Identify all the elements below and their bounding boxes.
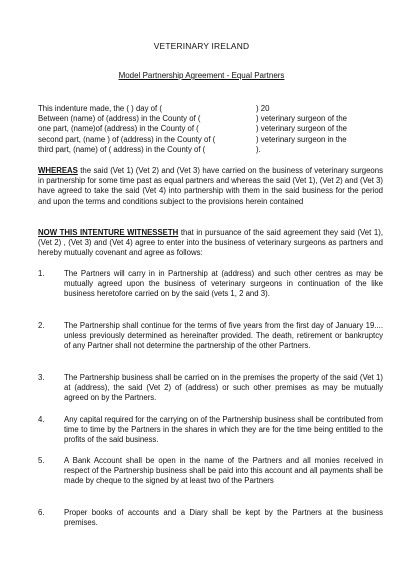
whereas-keyword: WHEREAS — [38, 166, 78, 175]
document-subtitle — [0, 71, 403, 80]
clause-text: Any capital required for the carrying on of the Partnership business shall be contributed from time to time by the Partners in the shares in which they are for the time being entitled to the profits of the said business. — [64, 415, 383, 445]
indenture-line — [38, 104, 390, 114]
indenture-line — [38, 124, 390, 134]
clause-number: 6. — [38, 508, 45, 517]
indenture-line-right: ) veterinary surgeon of the — [256, 114, 348, 124]
witnesseth-text: that in pursuance of the said agreement they said (Vet 1), (Vet 2) , (Vet 3) and (Vet 4) agree to enter into the business of veterinary surgeons as partners and hereby mutually covenant and agree as follows: — [38, 228, 383, 258]
indenture-line — [38, 114, 390, 124]
witnesseth-paragraph — [38, 228, 383, 259]
clause-text: The Partners will carry in in Partnership at (address) and such other centres as may be mutually agreed upon the business of veterinary surgeons in continuation of the like business heretofore carried on by the said (vets 1, 2 and 3). — [64, 269, 383, 299]
clause-text: The Partnership shall continue for the terms of five years from the first day of January 19.... unless previously determined as hereinafter provided. The death, retirement or bankruptcy of any Partner shall not determine the partnership of the other Partners. — [64, 321, 383, 351]
indenture-line-left: This indenture made, the ( ) day of ( — [38, 104, 162, 113]
indenture-line — [38, 145, 390, 155]
document-title: VETERINARY IRELAND — [153, 41, 250, 51]
subtitle-text: Model Partnership Agreement - Equal Partners — [118, 71, 285, 80]
indenture-line — [38, 135, 390, 145]
clause-number: 4. — [38, 415, 45, 424]
clause-text: A Bank Account shall be open in the name of the Partners and all monies received in respect of the Partnership business shall be paid into this account and all payments shall be made by cheque to the signed by at least two of the Partners — [64, 456, 383, 486]
clause-text: Proper books of accounts and a Diary shall be kept by the Partners at the business premises. — [64, 508, 383, 528]
indenture-line-right: ) veterinary surgeon of the — [256, 124, 348, 134]
whereas-text: the said (Vet 1) (Vet 2) and (Vet 3) have carried on the business of veterinary surgeons in partnership for some time past as equal partners and whereas the said (Vet 1), (Vet 2) and (Vet 3) have agreed to take the said (Vet 4) into partnership with them in the said business for the period and upon the terms and conditions subject to the provisions herein contained — [38, 166, 383, 206]
indenture-line-left: one part, (name)of (address) in the County of ( — [38, 124, 199, 134]
clause-number: 5. — [38, 456, 45, 465]
clause-number: 1. — [38, 269, 45, 278]
indenture-block — [38, 104, 390, 155]
indenture-line-left: second part, (name ) of (address) in the County of ( — [38, 134, 216, 144]
indenture-line-right: ) 20 — [256, 104, 270, 113]
clause-number: 3. — [38, 373, 45, 382]
whereas-paragraph — [38, 166, 383, 207]
indenture-line-left: Between (name) of (address) in the County of ( — [38, 114, 201, 124]
clause-text: The Partnership business shall be carried on in the premises the property of the said (Vet 1) at (address), the said (Vet 2) of (address) or such other premises as may be mutually agreed on by the Partners. — [64, 373, 383, 403]
indenture-line-left: third part, (name) of ( address) in the County of ( — [38, 144, 206, 154]
indenture-line-right: ). — [256, 144, 261, 154]
clause-number: 2. — [38, 321, 45, 330]
indenture-line-right: ) veterinary surgeon in the — [256, 134, 347, 144]
witnesseth-keyword: NOW THIS INTENTURE WITNESSETH — [38, 228, 179, 237]
